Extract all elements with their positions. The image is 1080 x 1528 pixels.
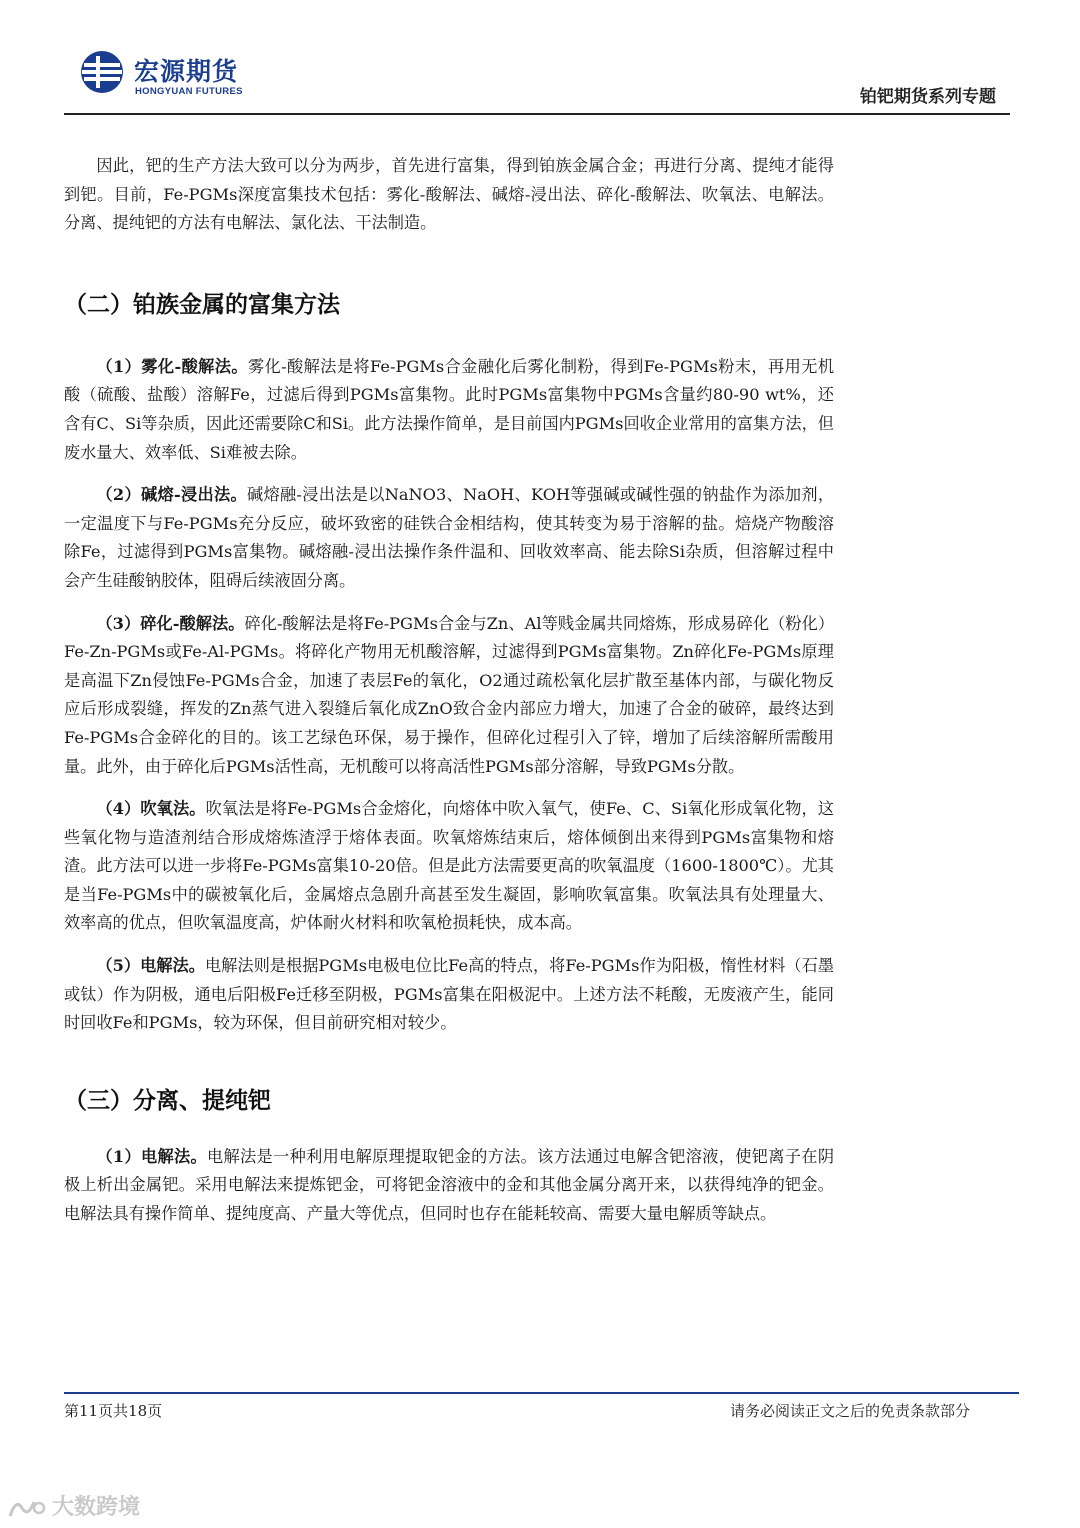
section-heading-enrichment: （二）铂族金属的富集方法	[64, 291, 340, 318]
method-paragraph	[64, 952, 834, 1038]
watermark-text: 大数跨境	[52, 1495, 141, 1520]
method-text: 电解法是一种利用电解原理提取钯金的方法。该方法通过电解含钯溶液，使钯离子在阴极上析出金属钯。采用电解法来提炼钯金，可将钯金溶液中的金和其他金属分离开来，以获得纯净的钯金。电解法具有操作简单、提纯度高、产量大等优点，但同时也存在能耗较高、需要大量电解质等缺点。	[64, 1146, 835, 1224]
page-number: 第11页共18页	[64, 1402, 163, 1420]
logo-chinese-name: 宏源期货	[134, 57, 239, 86]
method-label: （5）电解法。	[96, 956, 205, 976]
watermark-logo-icon	[8, 1496, 48, 1520]
page-content	[64, 152, 834, 1229]
method-label: （1）电解法。	[96, 1146, 208, 1166]
method-text: 吹氧法是将Fe-PGMs合金熔化，向熔体中吹入氧气，使Fe、C、Si氧化形成氧化物，这些氧化物与造渣剂结合形成熔炼渣浮于熔体表面。吹氧熔炼结束后，熔体倾倒出来得到PGMs富集物和熔渣。此方法可以进一步将Fe-PGMs富集10-20倍。但是此方法需要更高的吹氧温度（1600-1800℃）。尤其是当Fe-PGMs中的碳被氧化后，金属熔点急剧升高甚至发生凝固，影响吹氧富集。吹氧法具有处理量大、效率高的优点，但吹氧温度高，炉体耐火材料和吹氧枪损耗快，成本高。	[64, 799, 834, 933]
disclaimer-note: 请务必阅读正文之后的免责条款部分	[729, 1402, 970, 1420]
report-series-title: 铂钯期货系列专题	[860, 87, 996, 107]
method-label: （2）碱熔-浸出法。	[96, 485, 247, 505]
method-text: 雾化-酸解法是将Fe-PGMs合金融化后雾化制粉，得到Fe-PGMs粉末，再用无机酸（硫酸、盐酸）溶解Fe，过滤后得到PGMs富集物。此时PGMs富集物中PGMs含量约80-90 wt%，还含有C、Si等杂质，因此还需要除C和Si。此方法操作简单，是目前国内PGMs回收企业常用的富集方法，但废水量大、效率低、Si难被去除。	[64, 356, 835, 462]
method-label: （4）吹氧法。	[96, 799, 206, 819]
method-paragraph	[64, 481, 834, 595]
header-divider	[64, 113, 1010, 115]
method-paragraph	[64, 610, 834, 782]
method-text: 电解法则是根据PGMs电极电位比Fe高的特点，将Fe-PGMs作为阳极，惰性材料（石墨或钛）作为阴极，通电后阳极Fe迁移至阴极，PGMs富集在阳极泥中。上述方法不耗酸，无废液产生，能同时回收Fe和PGMs，较为环保，但目前研究相对较少。	[64, 956, 834, 1033]
method-text: 碎化-酸解法是将Fe-PGMs合金与Zn、Al等贱金属共同熔炼，形成易碎化（粉化）Fe-Zn-PGMs或Fe-Al-PGMs。将碎化产物用无机酸溶解，过滤得到PGMs富集物。Zn碎化Fe-PGMs原理是高温下Zn侵蚀Fe-PGMs合金，加速了表层Fe的氧化，O2通过疏松氧化层扩散至基体内部，与碳化物反应后形成裂缝，挥发的Zn蒸气进入裂缝后氧化成ZnO致合金内部应力增大，加速了合金的破碎，最终达到Fe-PGMs合金碎化的目的。该工艺绿色环保，易于操作，但碎化过程引入了锌，增加了后续溶解所需酸用量。此外，由于碎化后PGMs活性高，无机酸可以将高活性PGMs部分溶解，导致PGMs分散。	[64, 613, 835, 776]
method-label: （3）碎化-酸解法。	[96, 613, 245, 633]
watermark	[8, 1490, 140, 1521]
method-text: 碱熔融-浸出法是以NaNO3、NaOH、KOH等强碱或碱性强的钠盐作为添加剂，一定温度下与Fe-PGMs充分反应，破坏致密的硅铁合金相结构，使其转变为易于溶解的盐。焙烧产物酸溶除Fe，过滤得到PGMs富集物。碱熔融-浸出法操作条件温和、回收效率高、能去除Si杂质，但溶解过程中会产生硅酸钠胶体，阻碍后续液固分离。	[64, 485, 835, 590]
hongyuan-logo-icon	[80, 50, 124, 94]
method-paragraph	[64, 795, 834, 938]
page-header	[0, 0, 1080, 118]
footer-divider	[64, 1392, 1019, 1394]
logo-english-name: HONGYUAN FUTURES	[135, 86, 243, 97]
section-heading-separation: （三）分离、提纯钯	[64, 1087, 271, 1114]
method-paragraph	[64, 353, 834, 467]
method-paragraph	[64, 1143, 834, 1229]
method-label: （1）雾化-酸解法。	[96, 356, 248, 376]
intro-paragraph: 因此，钯的生产方法大致可以分为两步，首先进行富集，得到铂族金属合金；再进行分离、提纯才能得到钯。目前，Fe-PGMs深度富集技术包括：雾化-酸解法、碱熔-浸出法、碎化-酸解法、吹氧法、电解法。分离、提纯钯的方法有电解法、氯化法、干法制造。	[64, 156, 834, 233]
